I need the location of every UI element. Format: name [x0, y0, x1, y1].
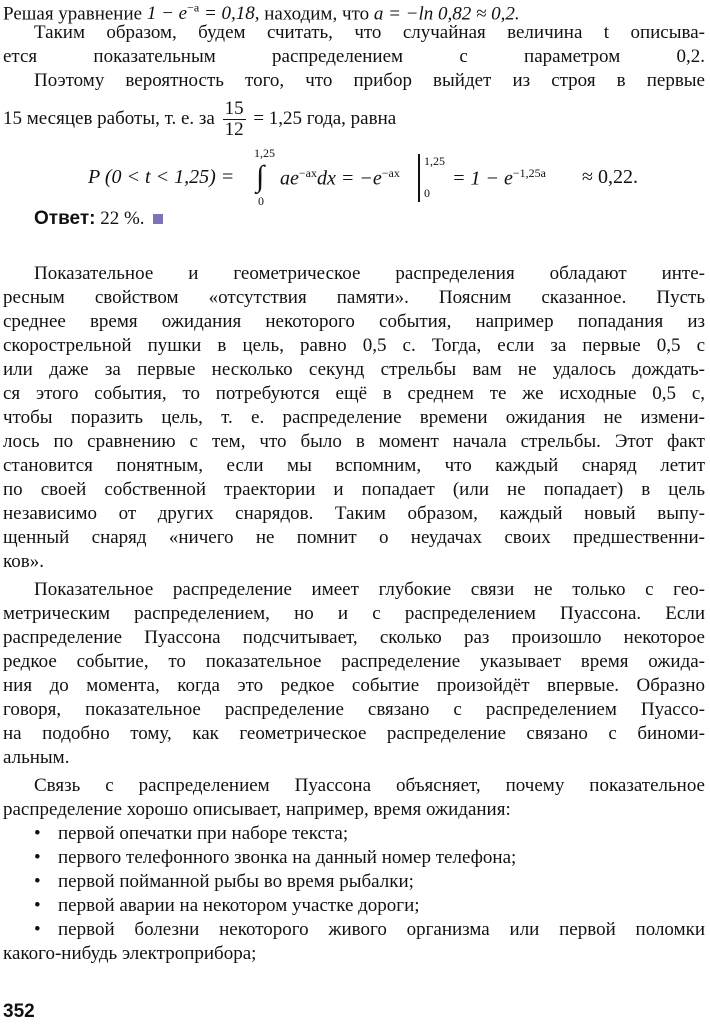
bullet-icon: • — [34, 847, 41, 868]
text-line: ния до момента, когда это редкое событие произойдёт впервые. Образно — [3, 675, 705, 696]
text-line: независимо от других снарядов. Таким образом, каждый новый выпу- — [3, 503, 705, 524]
bullet-icon: • — [34, 919, 41, 940]
text-line: ся этого события, то потребуются ещё в среднем те же исходные 0,5 с, — [3, 383, 705, 404]
text-line: распределение Пуассона подсчитывает, сколько раз произошло некоторое — [3, 627, 705, 648]
answer-value: 22 %. — [100, 208, 145, 229]
text-line: становится понятным, если мы вспомним, что каждый снаряд летит — [3, 455, 705, 476]
list-item: • первой опечатки при наборе текста; — [34, 823, 349, 844]
text-line: лось по сравнению с тем, что было в момент начала стрельбы. Этот факт — [3, 431, 705, 452]
answer-line — [3, 207, 705, 231]
list-item: • первой болезни некоторого живого организма или первой поломки — [34, 919, 705, 940]
fraction: $\frac{15}{12}$ — [224, 98, 244, 141]
text-line: Показательное распределение имеет глубокие связи не только с гео- — [34, 579, 705, 600]
text-line: ется показательным распределением с параметром 0,2. — [3, 46, 705, 67]
text-line: метрическим распределением, но и с распределением Пуассона. Если — [3, 603, 705, 624]
text-line: редкое событие, то показательное распределение указывает время ожида- — [3, 651, 705, 672]
text-line: по своей собственной траектории и попадает (или не попадает) в цель — [3, 479, 705, 500]
text-line: среднее время ожидания некоторого события, например попадания из — [3, 311, 705, 332]
text-line: ков». — [3, 551, 44, 572]
text-line: какого-нибудь электроприбора; — [3, 943, 257, 964]
page-number: 352 — [3, 1001, 35, 1022]
list-item: • первой аварии на некотором участке дороги; — [34, 895, 420, 916]
text-line: щенный снаряд «ничего не помнит о неудачах своих предшественни- — [3, 527, 705, 548]
text-line: чтобы поразить цель, т. е. распределение времени ожидания не измени- — [3, 407, 705, 428]
text-line: на подобно тому, как геометрическое распределение связано с биноми- — [3, 723, 705, 744]
bullet-icon: • — [34, 823, 41, 844]
text-line: Показательное и геометрическое распределения обладают инте- — [34, 263, 705, 284]
end-of-proof-marker — [153, 214, 163, 224]
text-line: или даже за первые несколько секунд стрельбы вам не удалось дождать- — [3, 359, 705, 380]
text-line: альным. — [3, 747, 70, 768]
text-line: скорострельной пушки в цель, равно 0,5 с. Тогда, если за первые 0,5 с — [3, 335, 705, 356]
probability-formula: P (0 < t < 1,25) = 1,25 ∫ 0 $ae^{-ax}dx = -e^{-ax}$ 1,25 0 = $1 - e^{-1,25a}$ ≈ 0,22. — [88, 146, 638, 208]
bullet-icon: • — [34, 895, 41, 916]
list-item: • первой пойманной рыбы во время рыбалки; — [34, 871, 414, 892]
evaluation-bar — [418, 154, 420, 202]
list-item: • первого телефонного звонка на данный номер телефона; — [34, 847, 517, 868]
text-line: Поэтому вероятность того, что прибор выйдет из строя в первые — [34, 70, 705, 91]
text-line: ресным свойством «отсутствия памяти». Поясним сказанное. Пусть — [3, 287, 705, 308]
text-line: распределение хорошо описывает, например, время ожидания: — [3, 799, 511, 820]
answer-label: Ответ: — [34, 208, 96, 229]
bullet-icon: • — [34, 871, 41, 892]
text-line: говоря, показательное распределение связано с распределением Пуассо- — [3, 699, 705, 720]
text-line: 15 месяцев работы, т. е. за $\frac{15}{12}$ = 1,25 года, равна — [3, 98, 397, 141]
text-line: Связь с распределением Пуассона объясняет, почему показательное — [34, 775, 705, 796]
text-line: Решая уравнение $1 - e^{-a} = 0,18$, находим, что a = −ln 0,82 ≈ 0,2. — [3, 1, 520, 25]
text-line: Таким образом, будем считать, что случайная величина t описыва- — [34, 22, 705, 43]
